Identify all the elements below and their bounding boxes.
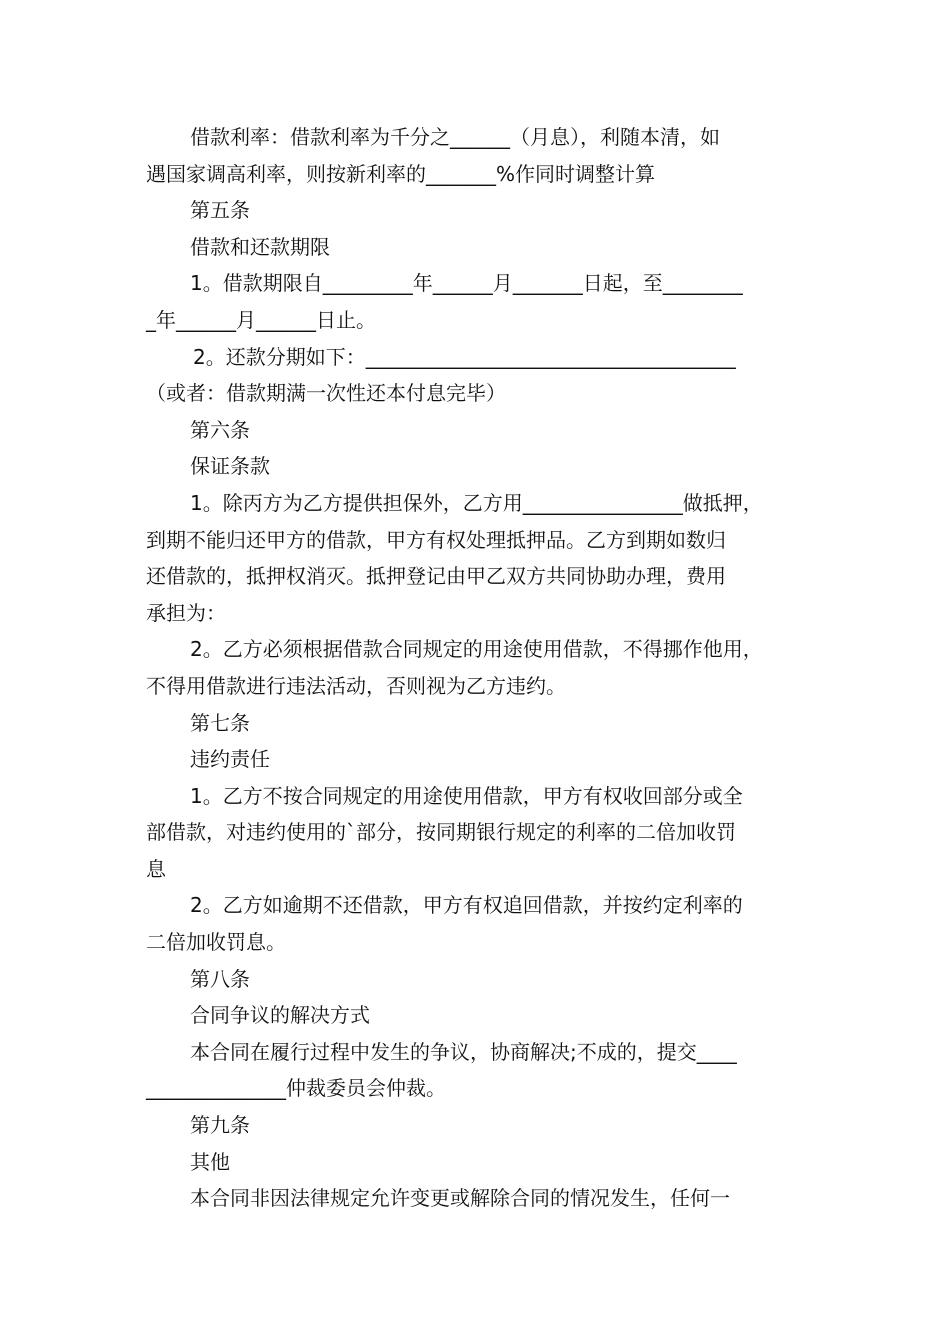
- article-9-title: 其他: [190, 1149, 230, 1174]
- article-5-heading: 第五条: [190, 198, 250, 223]
- article-7-clause-1-cont-a: 部借款，对违约使用的`部分，按同期银行规定的利率的二倍加收罚: [146, 820, 736, 845]
- article-6-heading: 第六条: [190, 417, 250, 442]
- article-5-clause-2: 2。还款分期如下：_____________________________________: [193, 344, 736, 369]
- article-8-body-cont: ______________仲裁委员会仲裁。: [146, 1076, 446, 1101]
- article-9-body: 本合同非因法律规定允许变更或解除合同的情况发生，任何一: [190, 1186, 730, 1211]
- article-7-clause-1: 1。乙方不按合同规定的用途使用借款，甲方有权收回部分或全: [190, 783, 743, 808]
- article-5-title: 借款和还款期限: [190, 234, 330, 259]
- article-5-clause-1-cont: _年______月______日止。: [146, 307, 376, 332]
- article-7-clause-1-cont-b: 息: [146, 856, 166, 881]
- article-7-clause-2-cont: 二倍加收罚息。: [146, 930, 286, 955]
- article-6-clause-1-cont-c: 承担为：: [146, 600, 226, 625]
- paragraph-interest-rate: 借款利率：借款利率为千分之______（月息），利随本清，如: [190, 125, 720, 149]
- article-7-title: 违约责任: [190, 747, 270, 772]
- article-8-title: 合同争议的解决方式: [190, 1003, 370, 1028]
- document-page: [146, 119, 808, 1217]
- article-8-body: 本合同在履行过程中发生的争议，协商解决;不成的，提交____: [190, 1039, 737, 1064]
- paragraph-interest-rate-cont: 遇国家调高利率，则按新利率的_______%作同时调整计算: [146, 161, 656, 186]
- article-6-clause-1: 1。除丙方为乙方提供担保外，乙方用________________做抵押，: [190, 490, 763, 515]
- article-7-clause-2: 2。乙方如逾期不还借款，甲方有权追回借款，并按约定利率的: [190, 893, 743, 918]
- article-6-clause-1-cont-b: 还借款的，抵押权消灭。抵押登记由甲乙双方共同协助办理，费用: [146, 564, 726, 589]
- article-6-clause-2-cont: 不得用借款进行违法活动，否则视为乙方违约。: [146, 673, 566, 698]
- article-7-heading: 第七条: [190, 710, 250, 735]
- article-5-clause-1: 1。借款期限自_________年______月_______日起，至________: [190, 271, 743, 296]
- article-5-clause-2-cont: （或者：借款期满一次性还本付息完毕）: [146, 381, 506, 406]
- article-6-title: 保证条款: [190, 454, 270, 479]
- article-6-clause-1-cont-a: 到期不能归还甲方的借款，甲方有权处理抵押品。乙方到期如数归: [146, 527, 726, 552]
- article-9-heading: 第九条: [190, 1113, 250, 1138]
- article-8-heading: 第八条: [190, 966, 250, 991]
- article-6-clause-2: 2。乙方必须根据借款合同规定的用途使用借款，不得挪作他用，: [190, 637, 763, 662]
